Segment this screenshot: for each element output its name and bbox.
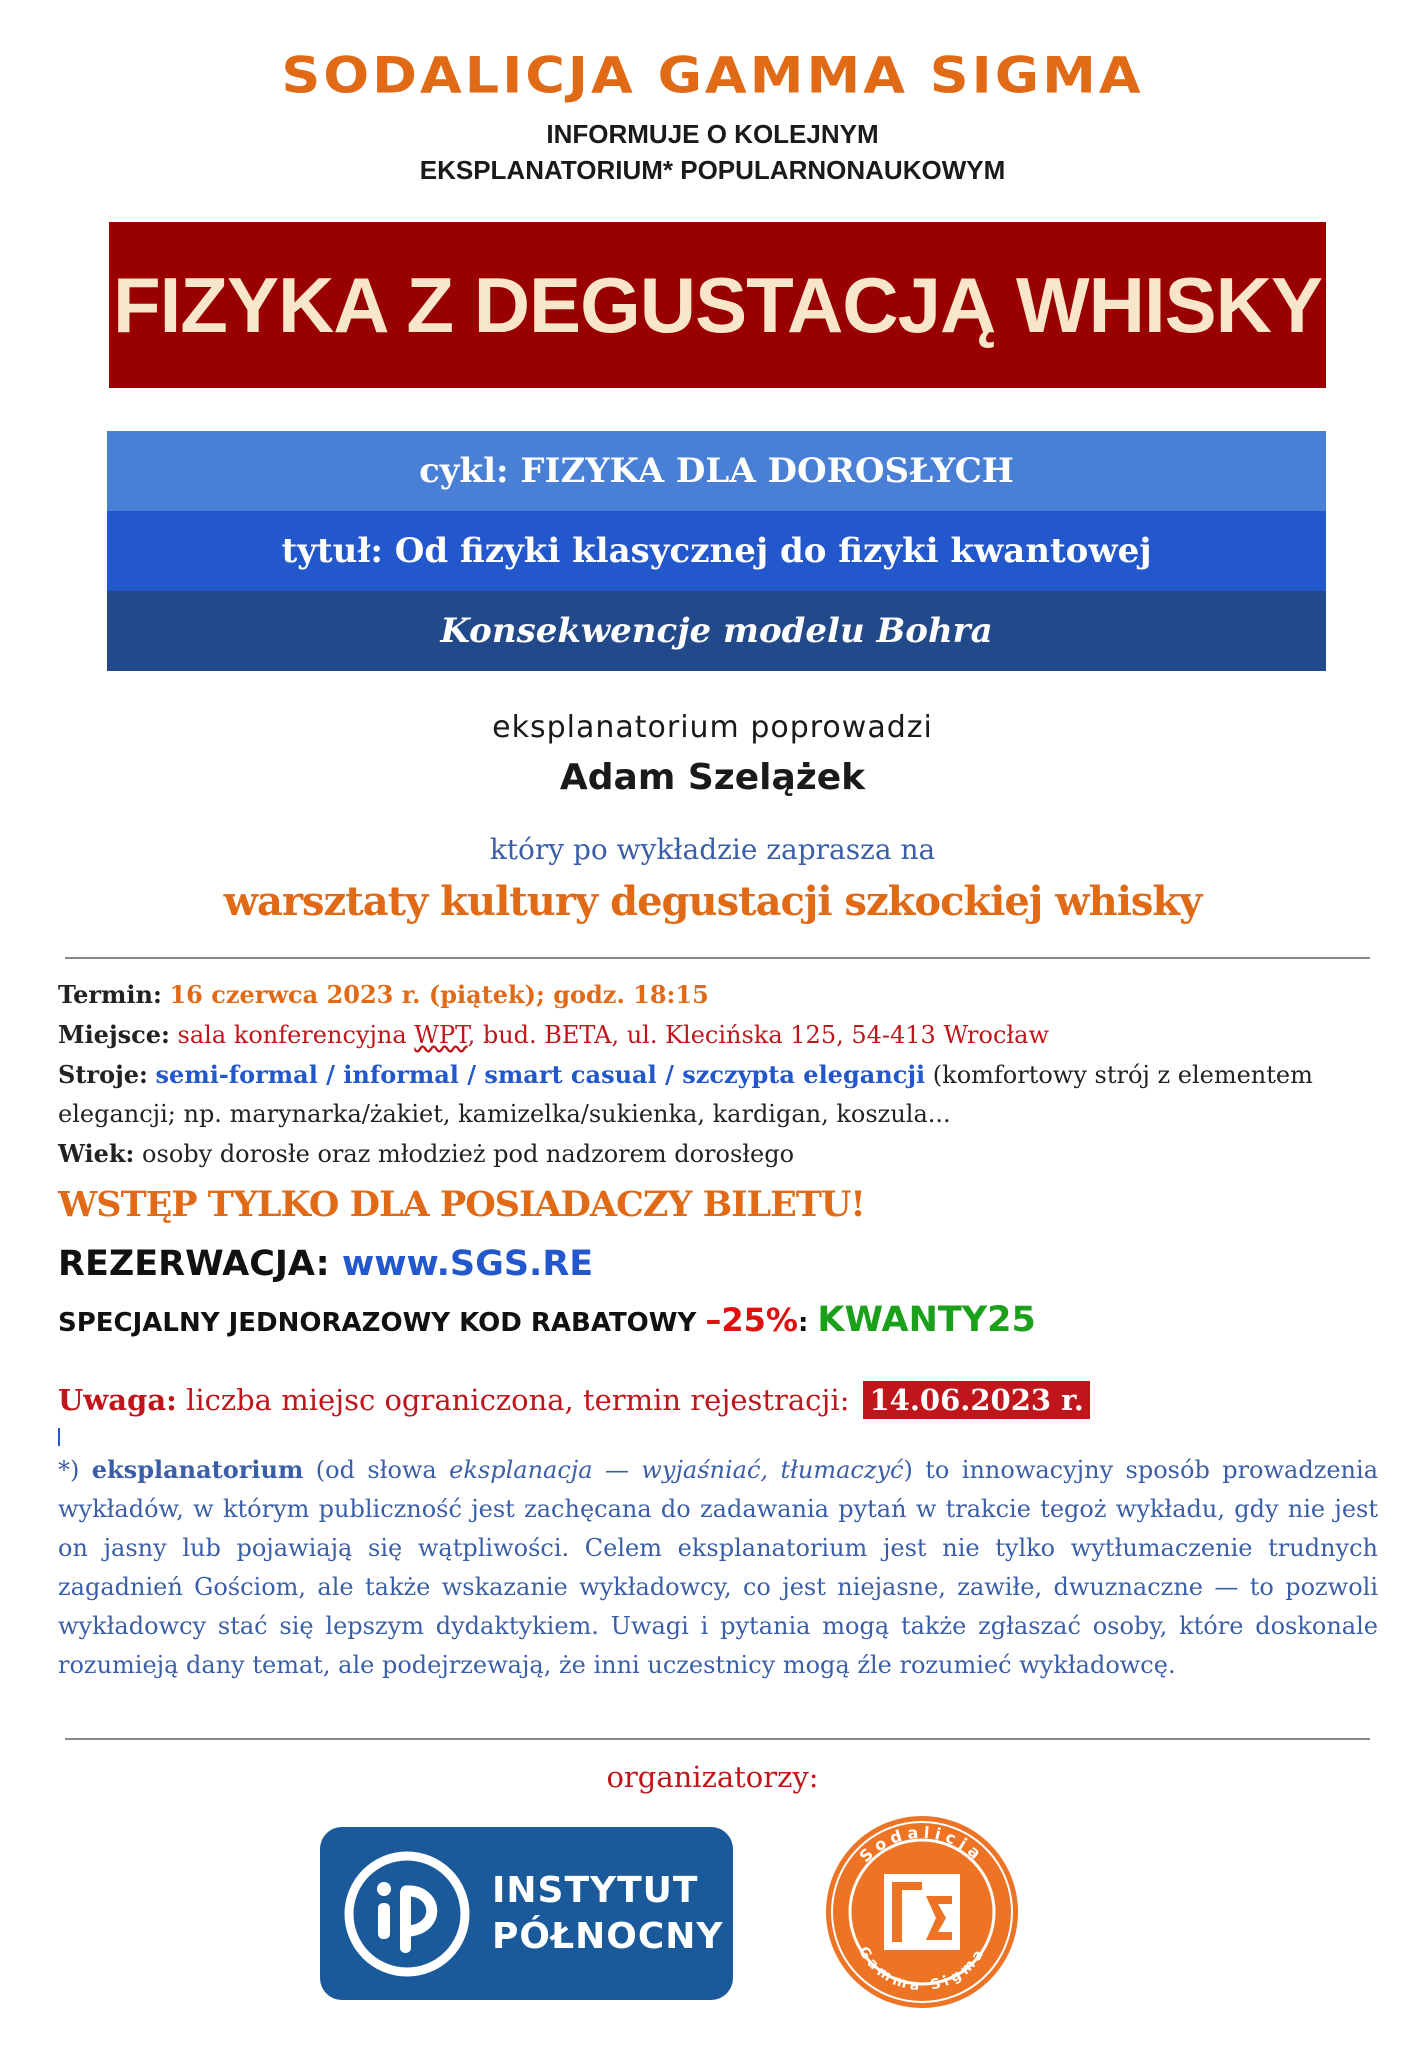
term-value: 16 czerwca 2023 r. (piątek); godz. 18:15 [169,980,709,1009]
ip-logo-text [492,1868,723,1960]
age-row [58,1134,1378,1174]
divider-top [65,957,1370,959]
warning-label: Uwaga: [58,1383,177,1417]
ip-emblem-icon [342,1849,472,1979]
presenter-name: Adam Szelążek [559,757,866,798]
subheading [0,116,1425,188]
svg-text:Sodalicja: Sodalicja [855,1822,989,1867]
subhead-line-1: INFORMUJE O KOLEJNYM [546,119,879,149]
instytut-polnocny-logo [320,1827,733,2000]
dress-label: Stroje: [58,1060,148,1089]
deadline-badge: 14.06.2023 r. [863,1381,1089,1419]
sgs-logo-text: Sodalicja Gamma Sigma [922,1812,935,1813]
ip-logo-line-2: PÓŁNOCNY [492,1915,724,1957]
reservation-label: REZERWACJA: [58,1244,342,1284]
organizers-label: organizatorzy: [606,1760,819,1794]
subhead-line-2: EKSPLANATORIUM* POPULARNONAUKOWYM [419,155,1006,185]
discount-colon: : [797,1308,818,1338]
dress-note: (komfortowy strój z elementem elegancji; np. marynarka/żakiet, kamizelka/sukienka, kardigan, koszula... [58,1061,1313,1128]
footnote-paren: (od słowa [303,1456,450,1484]
svg-text:Gamma Sigma: Gamma Sigma [855,1943,989,1995]
presenter-intro: eksplanatorium poprowadzi [492,710,933,745]
footnote-star: *) [58,1456,92,1484]
workshops-title: warsztaty kultury degustacji szkockiej whisky [223,878,1202,925]
age-label: Wiek: [58,1139,135,1168]
warning-text: liczba miejsc ograniczona, termin rejestracji: [176,1383,850,1417]
place-value-wpt: WPT [414,1021,468,1049]
topic-text: tytuł: Od fizyki klasycznej do fizyki kwantowej [281,531,1152,571]
discount-code: KWANTY25 [817,1300,1036,1340]
event-details [58,975,1378,1174]
main-title: FIZYKA Z DEGUSTACJĄ WHISKY [112,260,1322,349]
text-cursor [58,1428,60,1446]
age-value: osoby dorosłe oraz młodzież pod nadzorem dorosłego [142,1140,795,1168]
footnote-body: ) to innowacyjny sposób prowadzenia wykładów, w którym publiczność jest zachęcana do zadawania pytań w trakcie tegoż wykładu, gdy nie jest on jasny lub pojawiają się wątpliwości. Celem eksplanatorium jest nie tylko wytłumaczenie trudnych zagadnień Gościom, ale także wskazanie wykładowcy, co jest niejasne, zawiłe, dwuznaczne — to pozwoli wykładowcy stać się lepszym dydaktykiem. Uwagi i pytania mogą także zgłaszać osoby, które doskonale rozumieją dany temat, ale podejrzewają, że inni uczestnicy mogą źle rozumieć wykładowcę. [58,1456,1379,1679]
cycle-text: cykl: FIZYKA DLA DOROSŁYCH [419,451,1014,491]
footnote-etymology: eksplanacja — wyjaśniać, tłumaczyć [449,1456,904,1484]
subtitle-band [107,591,1326,671]
divider-bottom [65,1738,1370,1740]
discount-percent: –25% [705,1301,798,1339]
footnote [58,1450,1378,1685]
dress-row [58,1055,1378,1134]
term-label: Termin: [58,980,162,1009]
reservation-link[interactable]: www.SGS.RE [341,1244,594,1284]
main-title-banner [109,222,1326,388]
dress-value: semi-formal / informal / smart casual / szczypta elegancji [155,1060,926,1089]
discount-label: SPECJALNY JEDNORAZOWY KOD RABATOWY [58,1308,706,1338]
warning-line [58,1383,1090,1417]
invite-text: który po wykładzie zaprasza na [489,833,936,866]
ip-logo-line-1: INSTYTUT [492,1869,699,1911]
ticket-only-notice: WSTĘP TYLKO DLA POSIADACZY BILETU! [58,1184,865,1225]
place-label: Miejsce: [58,1020,170,1049]
place-value-pre: sala konferencyjna [177,1021,415,1049]
term-row [58,975,1378,1015]
org-title: SODALICJA GAMMA SIGMA [281,46,1144,105]
cycle-band [107,431,1326,511]
place-row [58,1015,1378,1055]
footnote-term: eksplanatorium [91,1455,304,1484]
sodalicja-logo [822,1812,1022,2012]
subtitle-text: Konsekwencje modelu Bohra [440,611,993,651]
topic-band [107,511,1326,591]
reservation-line [58,1244,593,1284]
discount-line [58,1300,1036,1340]
place-value-post: , bud. BETA, ul. Klecińska 125, 54-413 Wrocław [467,1021,1050,1049]
